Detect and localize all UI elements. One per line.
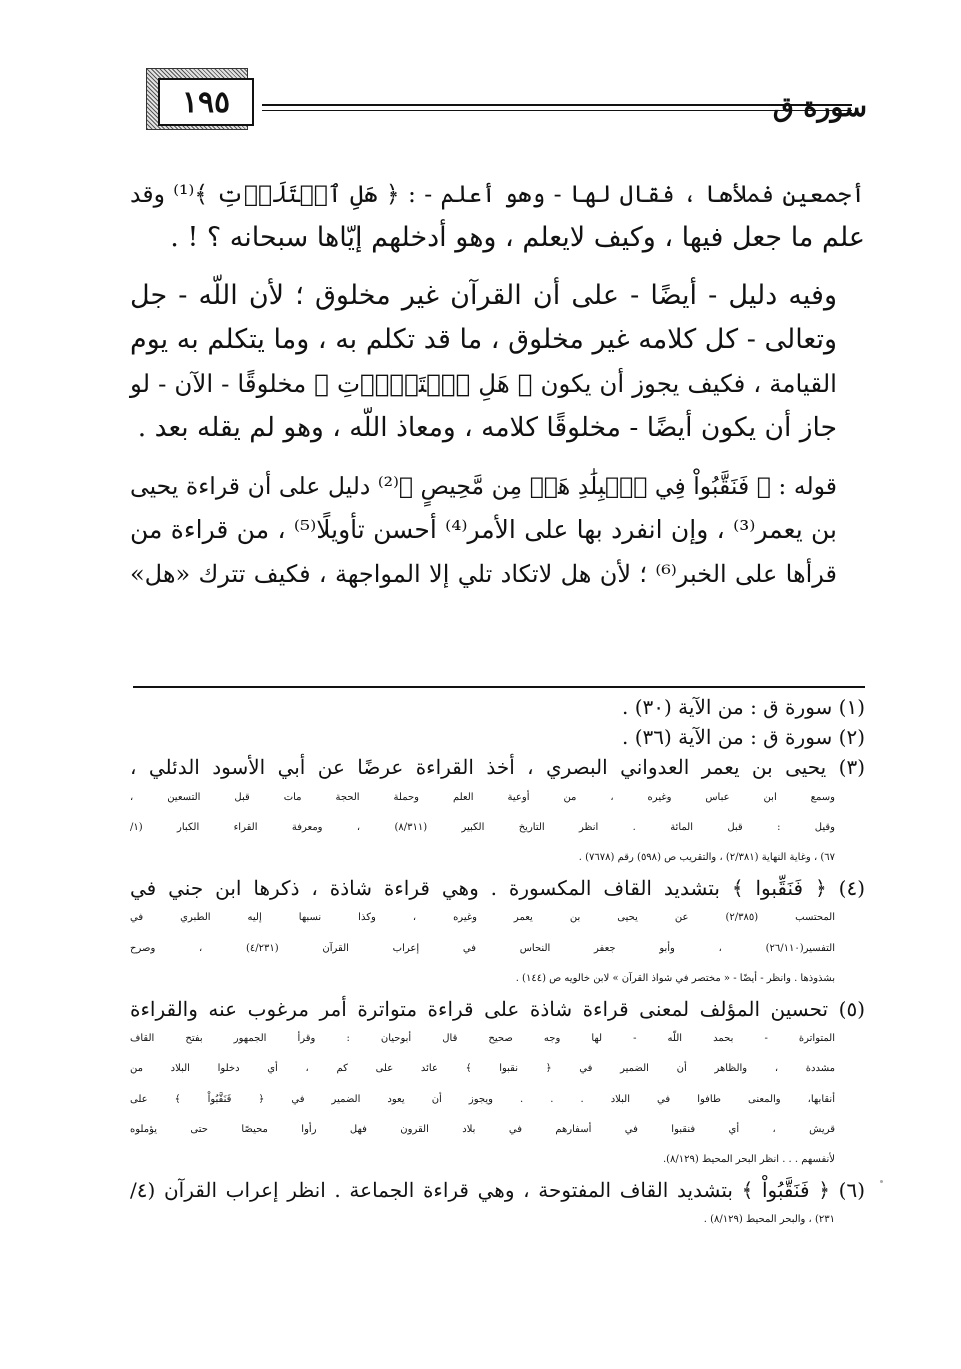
- footnote-line: (٤) ﴿ فَنَقِّبوا ﴾ بتشديد القاف المكسورة . وهي قراءة شاذة ، ذكرها ابن جني في: [130, 876, 865, 901]
- footnote-line: (٦) ﴿ فَنَقَّبُواْ ﴾ بتشديد القاف المفتوحة ، وهي قراءة الجماعة . انظر إعراب القرآن (٤/: [130, 1178, 865, 1203]
- footnote-line: التفسير(٢٦/١١٠) ، وأبو جعفر النحاس في إعراب القرآن (٤/٢٣١) ، وصرح: [130, 942, 835, 954]
- footnote-line: أنقابها، والمعنى طافوا في البلاد . . . ويجوز أن يعود الضمير في ﴿ فَنَقَّبُواْ ﴾ على: [130, 1093, 835, 1105]
- header-rule: [262, 104, 852, 106]
- footnote-2: [130, 722, 865, 752]
- footnote-separator: [133, 686, 865, 688]
- footnote-line: وقيل : قبل المائة . انظر التاريخ الكبير (٨/٣١١) ، ومعرفة القراء الكبار (١/: [130, 821, 835, 833]
- footnote-3: [130, 752, 865, 873]
- footnote-line: قريش ، أي فنقبوا في أسفارهم في بلاد القرون فهل رأوا محيصًا حتى يؤملوه: [130, 1123, 835, 1135]
- footnote-line: مشددة ، والظاهر أن الضمير في ﴿ نقبوا ﴾ عائد على كم ، أي دخلوا البلاد من: [130, 1063, 835, 1075]
- text-line: علم ما جعل فيها ، وكيف لايعلم ، وهو أدخلهم إيّاها سبحانه ؟ ! .: [170, 222, 865, 253]
- paragraph-2: [130, 274, 865, 450]
- footnote-line: (١) سورة ق : من الآية (٣٠) .: [622, 695, 865, 719]
- scan-speck: [880, 1180, 883, 1183]
- text-line: قوله : ﴿ فَنَقَّبُواْ فِي ٱلۡبِلَٰدِ هَلۡ مِن مَّحِيصٍ ﴾⁽²⁾ دليل على أن قراءة يحيى: [130, 472, 837, 500]
- text-line: القيامة ، فكيف يجوز أن يكون ﴿ هَلِ ٱمۡتَلَأۡتِ ﴾ مخلوقًا - الآن - لو: [130, 369, 837, 398]
- footnote-line: (٢) سورة ق : من الآية (٣٦) .: [622, 725, 865, 750]
- footnote-line: بشذوذها . وانظر - أيضًا - « مختصر في شواذ القرآن » لابن خالويه ص (١٤٤) .: [515, 972, 835, 984]
- main-text: [130, 172, 865, 610]
- text-line: قرأها على الخبر⁽⁶⁾ ؛ لأن هل لاتكاد تلي إلا المواجهة ، فكيف تترك «هل»: [130, 560, 837, 588]
- footnote-line: المحتسب (٢/٣٨٥) عن يحيى بن يعمر وغيره ، وكذا نسبها إليه الطبري في: [130, 912, 835, 924]
- page-number-box: [146, 68, 246, 128]
- text-line: وفيه دليل - أيضًا - على أن القرآن غير مخلوق ؛ لأن اللّه - جل: [130, 280, 837, 311]
- footnote-5: [130, 994, 865, 1175]
- footnote-line: (٣) يحيى بن يعمر العدواني البصري ، أخذ القراءة عرضًا عن أبي الأسود الدئلي ،: [130, 755, 865, 780]
- footnote-4: [130, 873, 865, 994]
- header-rule-thin: [262, 110, 852, 111]
- text-line: وتعالى - كل كلامه غير مخلوق ، ما قد تكلم به ، وما يتكلم به يوم: [130, 324, 837, 355]
- text-line: بن يعمر⁽³⁾ ، وإن انفرد بها على الأمر⁽⁴⁾ أحسن تأويلًا⁽⁵⁾ ، من قراءة من: [130, 515, 838, 544]
- footnote-line: (٥) تحسين المؤلف لمعنى قراءة شاذة على قراءة متواترة أمر مرغوب عنه والقراءة: [130, 997, 865, 1022]
- text-line: جاز أن يكون أيضًا - مخلوقًا كلامه ، ومعاذ اللّه ، وهو لم يقله بعد .: [137, 412, 837, 443]
- footnotes: [130, 692, 865, 1236]
- footnote-line: المتواترة - بحمد اللّه - لها وجه صحيح قال أبوحيان : وقرأ الجمهور بفتح القاف: [130, 1033, 835, 1045]
- footnote-line: ٦٧) ، وغاية النهاية (٢/٣٨١) ، والتقريب ص (٥٩٨) رقم (٧٦٧٨) .: [578, 852, 835, 864]
- footnote-1: [130, 692, 865, 722]
- text-line: أجمعين فملأها ، فقال لها - وهو أعلم - : ﴿ هَلِ ٱمۡتَلَأۡتِ ﴾⁽¹⁾ وقد: [130, 180, 865, 208]
- footnote-line: ٢٣١) ، والبحر المحيط (٨/١٢٩) .: [703, 1214, 835, 1226]
- footnote-6: [130, 1175, 865, 1235]
- paragraph-3: [130, 464, 865, 596]
- footnote-line: لأنفسهم . . . انظر البحر المحيط (٨/١٢٩).: [662, 1154, 835, 1166]
- surah-title: سورة ق: [772, 92, 867, 123]
- page-number: ١٩٥: [158, 78, 254, 126]
- paragraph-1: [130, 172, 865, 260]
- footnote-line: وسمع ابن عباس وغيره ، من أوعية العلم وحملة الحجة مات قبل التسعين ،: [130, 791, 835, 803]
